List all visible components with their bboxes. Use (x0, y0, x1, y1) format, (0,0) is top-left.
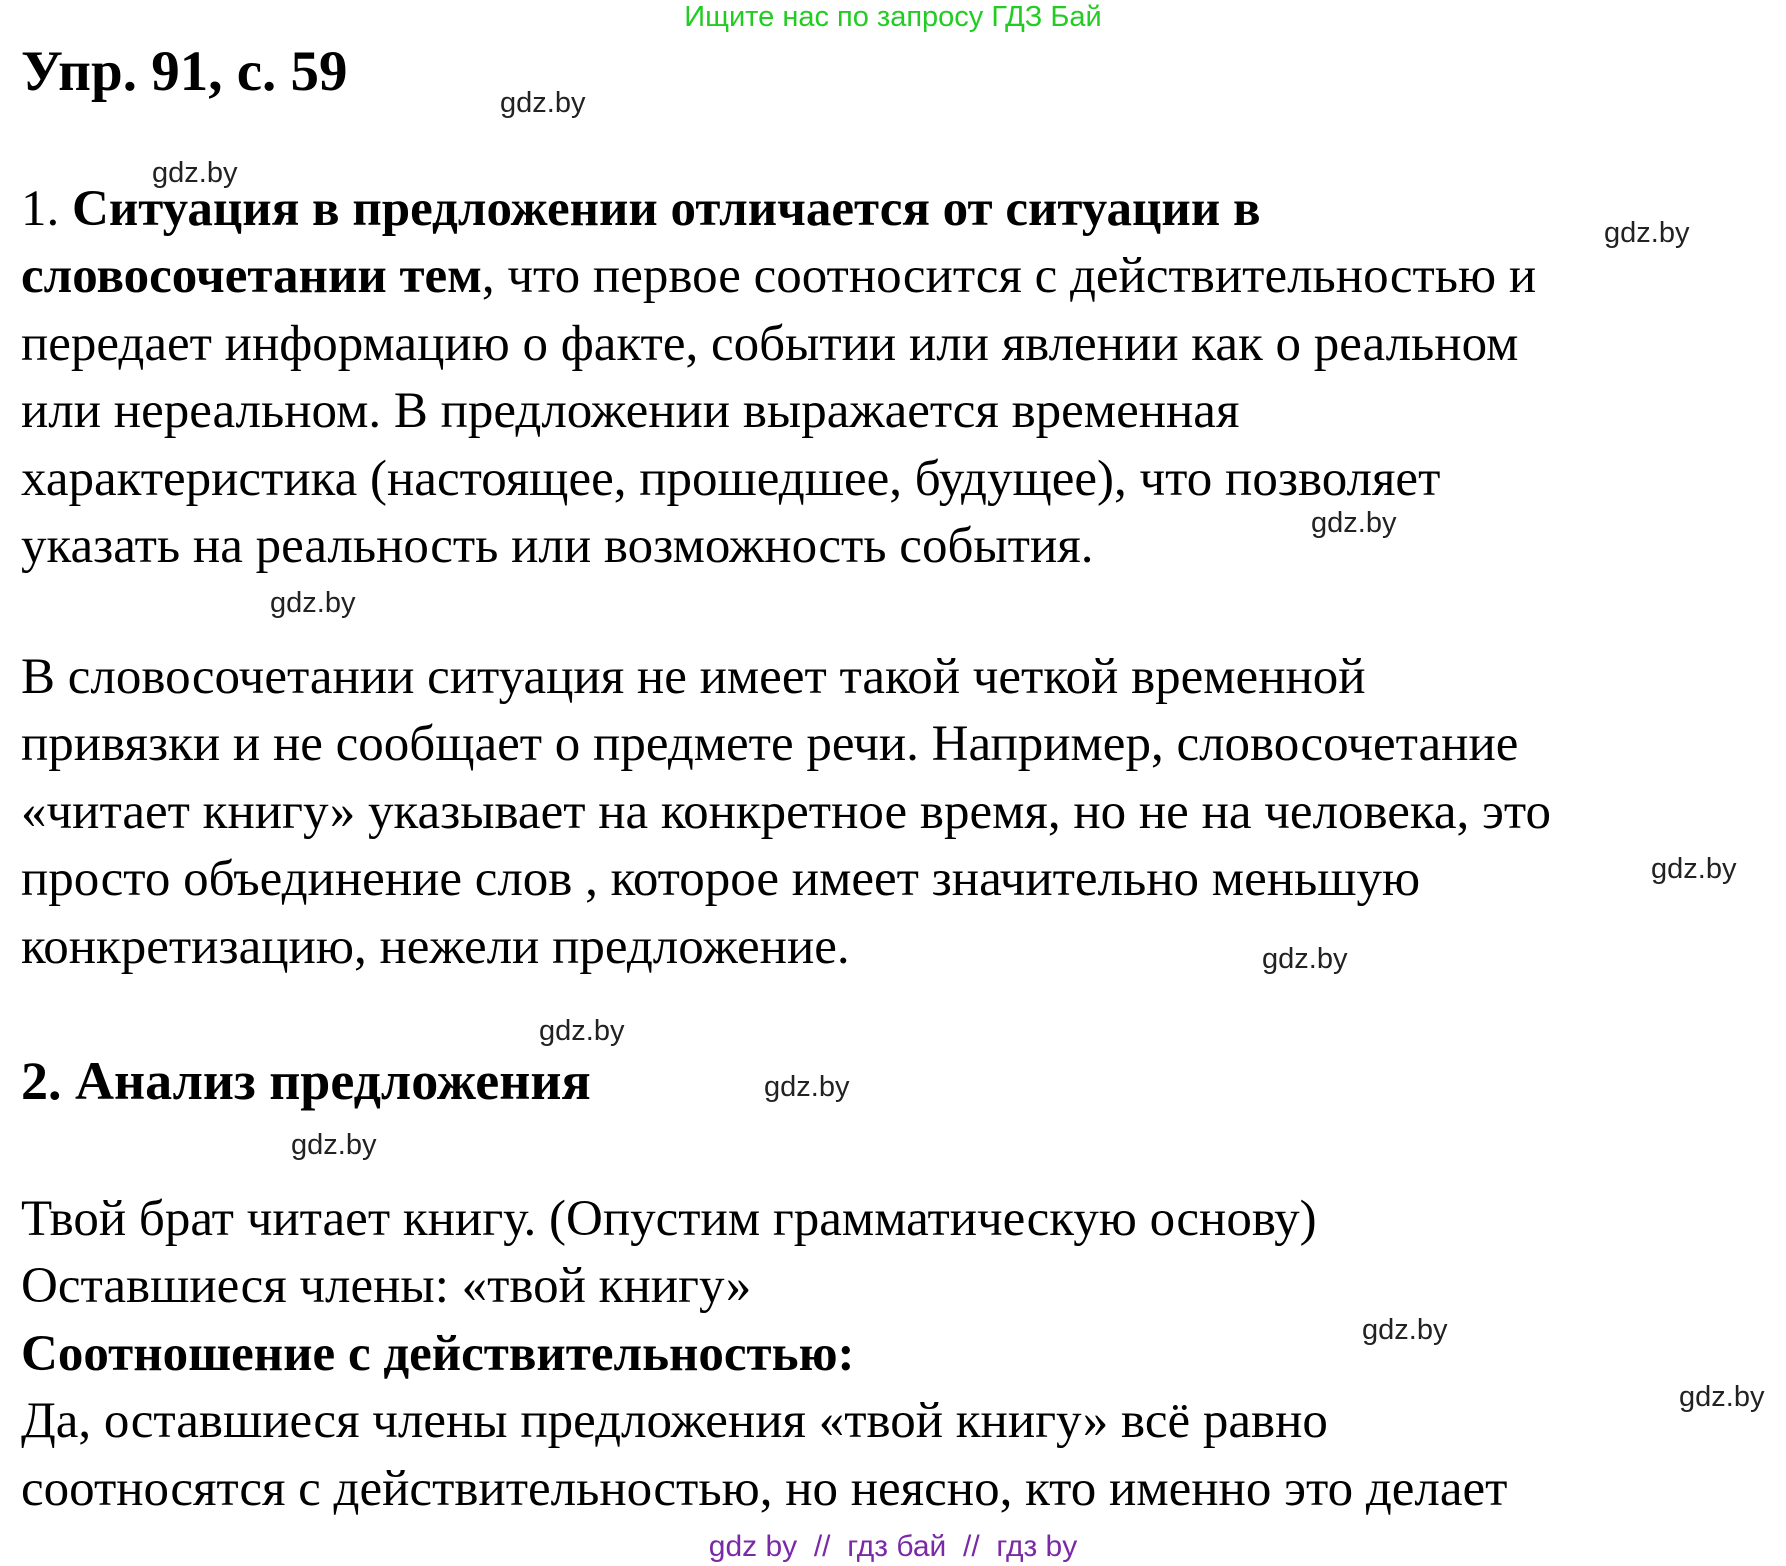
watermark: gdz.by (1604, 217, 1690, 249)
section1-line-4: или нереальном. В предложении выражается временная (21, 383, 1240, 440)
top-banner: Ищите нас по запросу ГДЗ Бай (684, 1, 1102, 33)
section1-line-2-rest: , что первое соотносится с действительностью и (481, 248, 1537, 305)
watermark: gdz.by (1679, 1381, 1765, 1413)
section2-line-4: Да, оставшиеся члены предложения «твой книгу» всё равно (21, 1393, 1328, 1450)
section1b-line-4: просто объединение слов , которое имеет значительно меньшую (21, 851, 1421, 908)
section2-line-5: соотносятся с действительностью, но неясно, кто именно это делает (21, 1460, 1508, 1517)
section1-line-6: указать на реальность или возможность события. (21, 518, 1094, 575)
section1-bold-2: словосочетании тем (21, 248, 482, 305)
watermark: gdz.by (1362, 1314, 1448, 1346)
section2-paragraph (21, 1186, 1507, 1523)
section1b-line-1: В словосочетании ситуация не имеет такой четкой временной (21, 649, 1366, 705)
watermark: gdz.by (1651, 853, 1737, 885)
section2-bold-line: Соотношение с действительностью: (21, 1325, 855, 1382)
footer-link-gdz-by-cyr[interactable]: гдз by (996, 1530, 1078, 1563)
watermark: gdz.by (291, 1129, 377, 1161)
section1-bold-1: Ситуация в предложении отличается от ситуации в (72, 181, 1261, 237)
section1b-paragraph (21, 644, 1551, 981)
footer-links (0, 1530, 1786, 1564)
section1b-line-2: привязки и не сообщает о предмете речи. Например, словосочетание (21, 716, 1519, 773)
footer-link-gdz-bai[interactable]: гдз бай (847, 1530, 947, 1563)
footer-link-gdz-by[interactable]: gdz by (708, 1530, 798, 1563)
section1-number: 1. (21, 181, 72, 237)
footer-separator: // (946, 1530, 997, 1563)
section1-paragraph (21, 176, 1536, 580)
watermark: gdz.by (152, 157, 238, 189)
section1b-line-5: конкретизацию, нежели предложение. (21, 918, 850, 975)
watermark: gdz.by (270, 587, 356, 619)
section2-line-2: Оставшиеся члены: «твой книгу» (21, 1258, 752, 1315)
section1-line-2 (21, 243, 1536, 310)
section1b-line-3: «читает книгу» указывает на конкретное время, но не на человека, это (21, 783, 1552, 840)
watermark: gdz.by (1262, 943, 1348, 975)
section2-line-1: Твой брат читает книгу. (Опустим грамматическую основу) (21, 1191, 1317, 1247)
section2-heading: 2. Анализ предложения (21, 1051, 591, 1111)
watermark: gdz.by (500, 87, 586, 119)
section1-line-5: характеристика (настоящее, прошедшее, будущее), что позволяет (21, 450, 1441, 507)
watermark: gdz.by (1311, 507, 1397, 539)
watermark: gdz.by (764, 1071, 850, 1103)
watermark: gdz.by (539, 1015, 625, 1047)
section1-line-3: передает информацию о факте, событии или явлении как о реальном (21, 315, 1519, 372)
section1-line-1 (21, 176, 1536, 243)
footer-separator: // (797, 1530, 848, 1563)
page-title: Упр. 91, с. 59 (21, 40, 348, 103)
